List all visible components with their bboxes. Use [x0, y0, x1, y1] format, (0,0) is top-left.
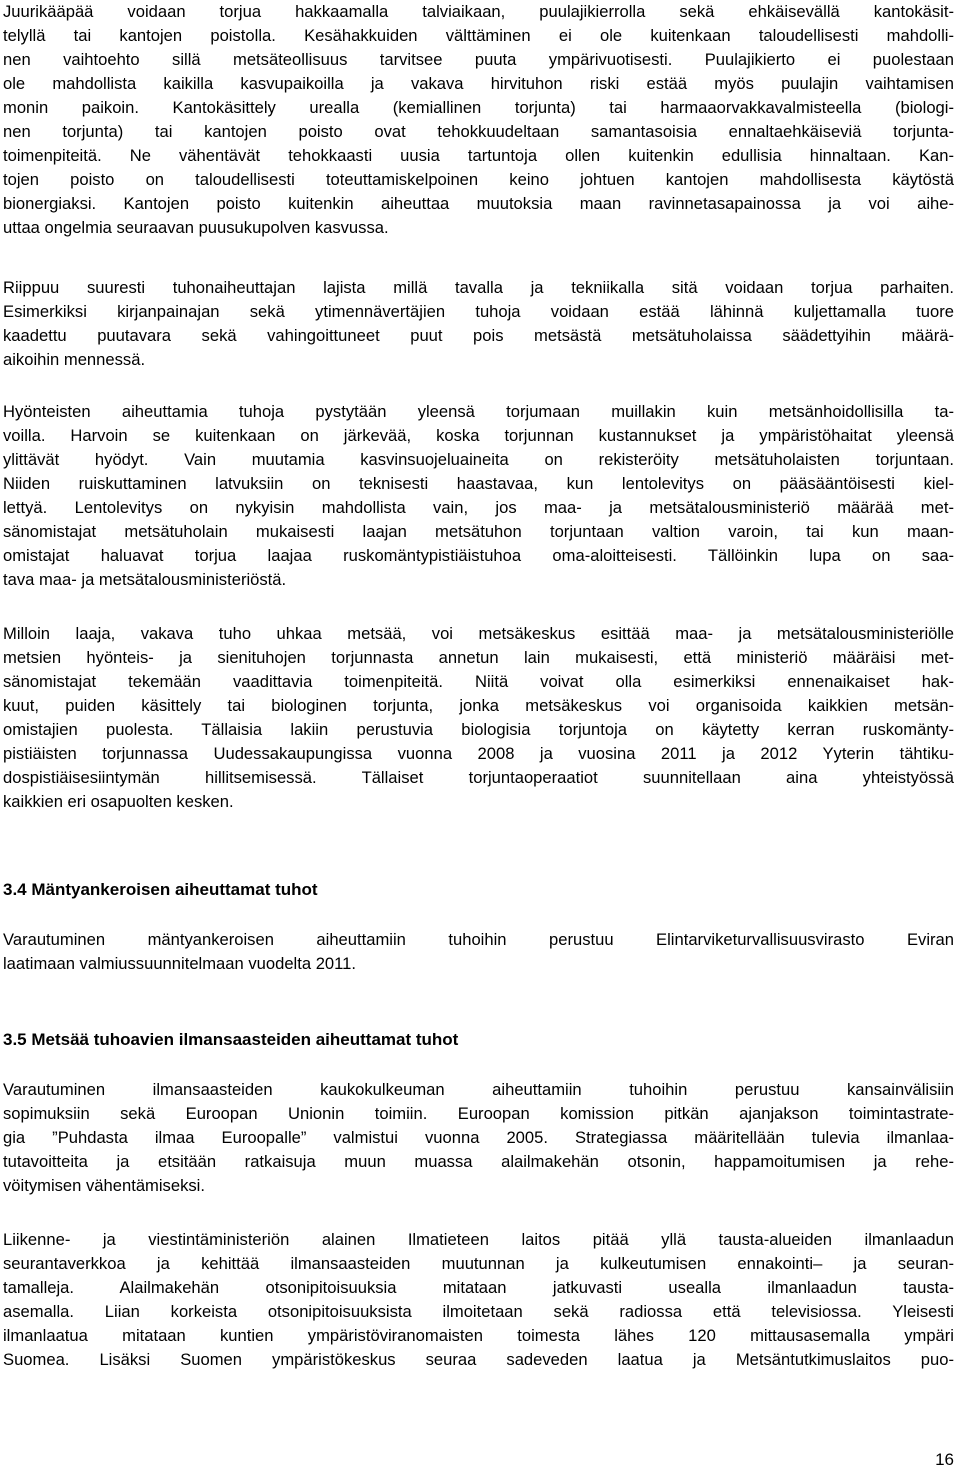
text-line: tojen poisto on taloudellisesti toteuttamiskelpoinen keino johtuen kantojen mahdollisesta käytöstä — [3, 170, 954, 189]
text-line: ole mahdollista kaikilla kasvupaikoilla ja vakava hirvituhon riski estää myös puulajin vaihtamisen — [3, 74, 954, 93]
text-line: omistajat haluavat torjua laajaa ruskomäntypistiäistuhoa oma-aloitteisesti. Tällöinkin lupa on saa- — [3, 546, 954, 565]
text-line: bionergiaksi. Kantojen poisto kuitenkin aiheuttaa muutoksia maan ravinnetasapainossa ja voi aihe- — [3, 194, 954, 213]
text-line: voilla. Harvoin se kuitenkaan on järkevää, koska torjunnan kustannukset ja ympäristöhaitat yleensä — [3, 426, 954, 445]
text-line: Varautuminen ilmansaasteiden kaukokulkeuman aiheuttamiin tuhoihin perustuu kansainvälisiin — [3, 1080, 954, 1099]
text-line: Niiden ruiskuttaminen latvuksiin on teknisesti haastavaa, kun lentolevitys on pääsääntöisesti kiel- — [3, 474, 954, 493]
text-line: Riippuu suuresti tuhonaiheuttajan lajista millä tavalla ja tekniikalla sitä voidaan torjua parhaiten. — [3, 278, 954, 297]
text-line: tamalleja. Alailmakehän otsonipitoisuuksia mitataan jatkuvasti usealla ilmanlaadun tausta- — [3, 1278, 954, 1297]
text-line: aikoihin mennessä. — [3, 350, 146, 369]
text-line: dospistiäisesiintymän hillitsemisessä. Tällaiset torjuntaoperaatiot suunnitellaan aina yhteistyössä — [3, 768, 954, 787]
text-line: nen torjunta) tai kantojen poisto ovat tehokkuudeltaan samantasoisia ennaltaehkäiseviä torjunta- — [3, 122, 954, 141]
text-line: Liikenne- ja viestintäministeriön alainen Ilmatieteen laitos pitää yllä tausta-alueiden ilmanlaadun — [3, 1230, 954, 1249]
text-line: asemalla. Liian korkeista otsonipitoisuuksista ilmoitetaan sekä radiossa että televisiossa. Yleisesti — [3, 1302, 954, 1321]
text-line: Hyönteisten aiheuttamia tuhoja pystytään yleensä torjumaan muillakin kuin metsänhoidollisilla ta- — [3, 402, 954, 421]
page-number: 16 — [935, 1450, 954, 1469]
text-line: kaikkien eri osapuolten kesken. — [3, 792, 234, 811]
text-line: toimenpiteitä. Ne vähentävät tehokkaasti uusia tartuntoja ollen kuitenkin edullisia hinnaltaan. Kan- — [3, 146, 954, 165]
text-line: kuut, puiden käsittely tai biologinen torjunta, jonka metsäkeskus voi organisoida kaikkien metsän- — [3, 696, 954, 715]
text-line: sänomistajat metsätuholain mukaisesti laajan metsätuhon torjuntaan valtion varoin, tai kun maan- — [3, 522, 954, 541]
text-line: sänomistajat tekemään vaadittavia toimenpiteitä. Niitä voivat olla esimerkiksi ennenaikaiset hak- — [3, 672, 954, 691]
text-line: nen vaihtoehto sillä metsäteollisuus tarvitsee puuta ympärivuotisesti. Puulajikierto ei puolestaan — [3, 50, 954, 69]
text-line: ylittävät hyödyt. Vain muutamia kasvinsuojeluaineita on rekisteröity metsätuholaisten torjuntaan. — [3, 450, 954, 469]
text-line: monin paikoin. Kantokäsittely urealla (kemiallinen torjunta) tai harmaaorvakkavalmisteella (biologi- — [3, 98, 954, 117]
text-line: Juurikääpää voidaan torjua hakkaamalla talviaikaan, puulajikierrolla sekä ehkäisevällä kantokäsit- — [3, 2, 954, 21]
text-line: gia ”Puhdasta ilmaa Euroopalle” valmistui vuonna 2005. Strategiassa määritellään tulevia ilmanlaa- — [3, 1128, 954, 1147]
text-line: tutavoitteita ja etsitään ratkaisuja muun muassa alailmakehän otsonin, happamoitumisen ja rehe- — [3, 1152, 954, 1171]
text-line: vöitymisen vähentämiseksi. — [3, 1176, 205, 1195]
text-line: sopimuksiin sekä Euroopan Unionin toimiin. Euroopan komission pitkän ajanjakson toimintastrate- — [3, 1104, 954, 1123]
text-line: Suomea. Lisäksi Suomen ympäristökeskus seuraa sadeveden laatua ja Metsäntutkimuslaitos puo- — [3, 1350, 954, 1369]
text-line: pistiäisten torjunnassa Uudessakaupungissa vuonna 2008 ja vuosina 2011 ja 2012 Yyterin tähtiku- — [3, 744, 954, 763]
text-line: Varautuminen mäntyankeroisen aiheuttamiin tuhoihin perustuu Elintarviketurvallisuusvirasto Eviran — [3, 930, 954, 949]
text-line: seurantaverkkoa ja kehittää ilmansaasteiden muutunnan ja kulkeutumisen ennakointi– ja seuran- — [3, 1254, 954, 1273]
text-line: tava maa- ja metsätalousministeriöstä. — [3, 570, 287, 589]
section-heading-3-5: 3.5 Metsää tuhoavien ilmansaasteiden aiheuttamat tuhot — [3, 1030, 459, 1049]
text-line: uttaa ongelmia seuraavan puusukupolven kasvussa. — [3, 218, 389, 237]
text-line: laatimaan valmiussuunnitelmaan vuodelta 2011. — [3, 954, 356, 973]
section-heading-3-4: 3.4 Mäntyankeroisen aiheuttamat tuhot — [3, 880, 318, 899]
text-line: omistajien puolesta. Tällaisia lakiin perustuvia biologisia torjuntoja on käytetty kerran ruskomänty- — [3, 720, 954, 739]
text-line: Esimerkiksi kirjanpainajan sekä ytimennävertäjien tuhoja voidaan estää lähinnä kuljettamalla tuore — [3, 302, 954, 321]
text-line: metsien hyönteis- ja sienituhojen torjunnasta annetun lain mukaisesti, että ministeriö määräisi met- — [3, 648, 954, 667]
text-line: Milloin laaja, vakava tuho uhkaa metsää, voi metsäkeskus esittää maa- ja metsätalousministeriölle — [3, 624, 954, 643]
text-line: kaadettu puutavara sekä vahingoittuneet puut pois metsästä metsätuholaissa säädettyihin määrä- — [3, 326, 954, 345]
text-line: lettyä. Lentolevitys on nykyisin mahdollista vain, jos maa- ja metsätalousministeriö määrää met- — [3, 498, 954, 517]
text-line: ilmanlaatua mitataan kuntien ympäristöviranomaisten toimesta lähes 120 mittausasemalla ympäri — [3, 1326, 954, 1345]
text-line: telyllä tai kantojen poistolla. Kesähakkuiden välttäminen ei ole kuitenkaan taloudellisesti mahdolli- — [3, 26, 954, 45]
